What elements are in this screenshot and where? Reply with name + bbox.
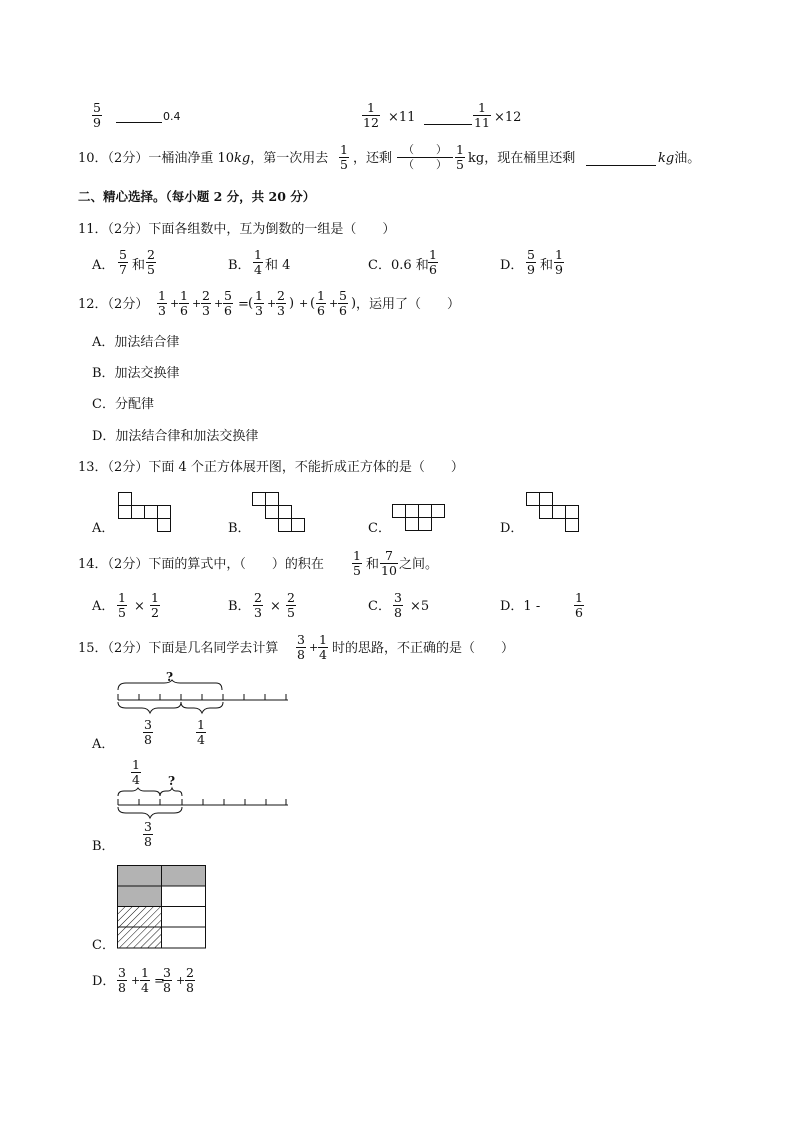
fraction bbox=[352, 549, 362, 578]
section-title: 二、精心选择。（每小题 2 分，共 20 分） bbox=[78, 189, 316, 204]
denominator: 9 bbox=[93, 115, 101, 130]
numerator: 1 bbox=[132, 757, 140, 772]
denominator: 5 bbox=[340, 157, 348, 172]
fraction bbox=[253, 591, 263, 620]
denominator: 10 bbox=[381, 563, 397, 578]
answer-blank[interactable] bbox=[116, 122, 162, 123]
denominator: 5 bbox=[147, 262, 155, 277]
q15-option-a-label[interactable]: A． bbox=[92, 737, 115, 752]
fraction bbox=[338, 289, 348, 318]
fraction bbox=[185, 966, 195, 995]
denominator: 12 bbox=[363, 115, 379, 130]
number-line-a bbox=[116, 680, 292, 716]
numerator: 1 bbox=[555, 247, 563, 262]
fraction bbox=[117, 966, 127, 995]
denominator: 7 bbox=[119, 262, 127, 277]
q15-stem-a: 15．（2分）下面是几名同学去计算 bbox=[78, 641, 279, 656]
equals-sign: = bbox=[238, 297, 249, 312]
numerator: 1 bbox=[118, 590, 126, 605]
q12-prefix: 12．（2分） bbox=[78, 297, 149, 312]
numerator: 1 bbox=[180, 288, 188, 303]
denominator: 5 bbox=[456, 157, 464, 172]
times-5: ×5 bbox=[410, 599, 430, 614]
denominator: 5 bbox=[287, 605, 295, 620]
denominator: 6 bbox=[180, 303, 188, 318]
number-line-b bbox=[116, 788, 292, 818]
denominator: 4 bbox=[254, 262, 262, 277]
denominator: 8 bbox=[118, 980, 126, 995]
fraction bbox=[140, 966, 150, 995]
answer-blank[interactable] bbox=[586, 165, 656, 166]
denominator: 6 bbox=[429, 262, 437, 277]
fraction bbox=[223, 289, 233, 318]
q13-stem: 13．（2分）下面 4 个正方体展开图，不能折成正方体的是（ ） bbox=[78, 460, 464, 475]
answer-blank[interactable] bbox=[424, 124, 472, 125]
fraction bbox=[253, 248, 263, 277]
paren-fraction[interactable] bbox=[397, 143, 453, 172]
fraction bbox=[393, 591, 403, 620]
plus-sign: + bbox=[170, 297, 180, 310]
q15-option-d-label[interactable]: D． bbox=[92, 974, 116, 989]
numerator: 3 bbox=[163, 965, 171, 980]
cube-net-c[interactable] bbox=[392, 504, 448, 534]
plus-sign: + bbox=[267, 297, 277, 310]
paren-close: ) bbox=[351, 296, 357, 311]
fraction bbox=[143, 718, 153, 747]
q10-text3: ，还剩 bbox=[353, 151, 393, 166]
denominator: 6 bbox=[339, 303, 347, 318]
q11-option-c-label[interactable]: C．0.6 和 bbox=[368, 258, 429, 273]
numerator: 5 bbox=[224, 288, 232, 303]
plus-sign: + bbox=[309, 641, 319, 654]
denominator: 8 bbox=[297, 647, 305, 662]
fraction bbox=[179, 289, 189, 318]
q12-option-a[interactable]: A．加法结合律 bbox=[92, 335, 180, 350]
times-11: ×11 bbox=[388, 110, 416, 125]
plus-sign: + bbox=[131, 974, 141, 987]
equals-sign: = bbox=[154, 974, 165, 989]
denominator: 4 bbox=[141, 980, 149, 995]
paren-open: ( bbox=[310, 296, 316, 311]
question-mark: ? bbox=[166, 670, 174, 684]
paren-close: ) bbox=[289, 296, 295, 311]
q14-option-a-label[interactable]: A． bbox=[92, 599, 115, 614]
fraction bbox=[117, 591, 127, 620]
q11-option-b-label[interactable]: B． bbox=[228, 258, 251, 273]
q12-option-c[interactable]: C．分配律 bbox=[92, 397, 154, 412]
and-text: 和 bbox=[366, 557, 380, 572]
fraction-grid bbox=[117, 865, 207, 949]
numerator: 5 bbox=[339, 288, 347, 303]
fraction bbox=[254, 289, 264, 318]
numerator: 3 bbox=[144, 819, 152, 834]
fraction bbox=[196, 718, 206, 747]
q11-option-d-label[interactable]: D． bbox=[500, 258, 524, 273]
q13-option-b-label[interactable]: B． bbox=[228, 521, 251, 536]
paren-numerator: （ ） bbox=[403, 143, 447, 156]
q11-stem: 11．（2分）下面各组数中，互为倒数的一组是（ ） bbox=[78, 222, 396, 237]
fraction bbox=[316, 289, 326, 318]
numerator: 1 bbox=[319, 632, 327, 647]
denominator: 8 bbox=[144, 732, 152, 747]
paren-denominator: （ ） bbox=[397, 157, 453, 172]
denominator: 8 bbox=[144, 834, 152, 849]
denominator: 6 bbox=[575, 605, 583, 620]
plus-sign: + bbox=[214, 297, 224, 310]
fraction bbox=[146, 248, 156, 277]
question-mark: ? bbox=[168, 774, 176, 788]
and-4-text: 和 4 bbox=[265, 258, 291, 273]
q10-text5: 油。 bbox=[674, 151, 701, 166]
denominator: 8 bbox=[186, 980, 194, 995]
numerator: 2 bbox=[254, 590, 262, 605]
denominator: 4 bbox=[197, 732, 205, 747]
fraction bbox=[162, 966, 172, 995]
q10-text2: ，第一次用去 bbox=[250, 151, 329, 166]
q12-option-d[interactable]: D．加法结合律和加法交换律 bbox=[92, 429, 259, 444]
denominator: 8 bbox=[163, 980, 171, 995]
times-12: ×12 bbox=[494, 110, 522, 125]
fraction bbox=[276, 289, 286, 318]
numerator: 2 bbox=[147, 247, 155, 262]
numerator: 5 bbox=[93, 100, 101, 115]
q14-option-d-label[interactable]: D．1 - bbox=[500, 599, 541, 614]
q10-text5-wrap bbox=[658, 151, 700, 167]
denominator: 8 bbox=[394, 605, 402, 620]
fraction-1-11 bbox=[473, 101, 491, 130]
q15-option-c-label[interactable]: C． bbox=[92, 938, 115, 953]
fraction bbox=[286, 591, 296, 620]
fraction-1-5 bbox=[339, 143, 349, 172]
q12-option-b[interactable]: B．加法交换律 bbox=[92, 366, 180, 381]
fraction bbox=[574, 591, 584, 620]
q13-option-a-label[interactable]: A． bbox=[92, 521, 115, 536]
numerator: 1 bbox=[317, 288, 325, 303]
numerator: 7 bbox=[384, 548, 393, 563]
numerator: 1 bbox=[575, 590, 583, 605]
fraction bbox=[201, 289, 211, 318]
denominator: 4 bbox=[132, 772, 140, 787]
denominator: 3 bbox=[202, 303, 210, 318]
q15-stem-b: 时的思路，不正确的是（ ） bbox=[332, 641, 515, 656]
q12-suffix: ，运用了（ ） bbox=[356, 297, 461, 312]
q10-text1: 10．（2分）一桶油净重 10 bbox=[78, 151, 234, 166]
numerator: 1 bbox=[340, 142, 348, 157]
denominator: 11 bbox=[474, 115, 490, 130]
plus-sign: + bbox=[192, 297, 202, 310]
numerator: 3 bbox=[118, 965, 126, 980]
denominator: 9 bbox=[555, 262, 563, 277]
q14-stem-b: 之间。 bbox=[399, 557, 439, 572]
and-text: 和 bbox=[132, 258, 146, 273]
q13-option-c-label[interactable]: C． bbox=[368, 521, 391, 536]
denominator: 5 bbox=[353, 563, 361, 578]
numerator: 1 bbox=[141, 965, 149, 980]
fraction-1-5-b bbox=[455, 143, 465, 172]
denominator: 4 bbox=[319, 647, 327, 662]
times-sign: × bbox=[270, 599, 281, 614]
unit-kg: kg bbox=[658, 151, 675, 166]
fraction bbox=[526, 248, 536, 277]
fraction bbox=[131, 758, 141, 787]
numerator: 1 bbox=[197, 717, 205, 732]
denominator: 3 bbox=[255, 303, 263, 318]
and-text: 和 bbox=[540, 258, 554, 273]
unit-kg: kg bbox=[234, 151, 251, 166]
q15-option-b-label[interactable]: B． bbox=[92, 839, 115, 854]
cube-net-b[interactable] bbox=[252, 492, 308, 532]
fraction bbox=[118, 248, 128, 277]
fraction bbox=[318, 633, 328, 662]
numerator: 2 bbox=[202, 288, 210, 303]
numerator: 3 bbox=[394, 590, 402, 605]
q10-text4: kg，现在桶里还剩 bbox=[468, 151, 576, 166]
numerator: 1 bbox=[158, 288, 166, 303]
denominator: 5 bbox=[118, 605, 126, 620]
numerator: 1 bbox=[477, 100, 486, 115]
denominator: 3 bbox=[158, 303, 166, 318]
fraction bbox=[296, 633, 306, 662]
plus-sign: + bbox=[299, 297, 309, 310]
denominator: 9 bbox=[527, 262, 535, 277]
fraction bbox=[380, 549, 398, 578]
denominator: 6 bbox=[224, 303, 232, 318]
fraction-1-12 bbox=[362, 101, 380, 130]
fraction bbox=[143, 820, 153, 849]
numerator: 5 bbox=[119, 247, 127, 262]
value-0-4: 0.4 bbox=[163, 110, 181, 123]
times-sign: × bbox=[134, 599, 145, 614]
numerator: 1 bbox=[429, 247, 437, 262]
numerator: 2 bbox=[186, 965, 194, 980]
numerator: 1 bbox=[151, 590, 159, 605]
fraction bbox=[157, 289, 167, 318]
fraction bbox=[150, 591, 160, 620]
paren-open: ( bbox=[248, 296, 254, 311]
fraction bbox=[428, 248, 438, 277]
numerator: 2 bbox=[287, 590, 295, 605]
q14-option-c-label[interactable]: C． bbox=[368, 599, 391, 614]
numerator: 3 bbox=[144, 717, 152, 732]
numerator: 3 bbox=[297, 632, 305, 647]
denominator: 2 bbox=[151, 605, 159, 620]
q13-option-d-label[interactable]: D． bbox=[500, 521, 524, 536]
numerator: 1 bbox=[255, 288, 263, 303]
cube-net-a[interactable] bbox=[118, 492, 174, 532]
q10-text-a bbox=[78, 151, 328, 167]
q11-option-a-label[interactable]: A． bbox=[92, 258, 115, 273]
q14-option-b-label[interactable]: B． bbox=[228, 599, 251, 614]
denominator: 3 bbox=[254, 605, 262, 620]
numerator: 5 bbox=[527, 247, 535, 262]
cube-net-d[interactable] bbox=[526, 492, 582, 532]
numerator: 1 bbox=[353, 548, 361, 563]
plus-sign: + bbox=[176, 974, 186, 987]
numerator: 1 bbox=[254, 247, 262, 262]
numerator: 1 bbox=[366, 100, 375, 115]
q14-stem-a: 14．（2分）下面的算式中，（ ）的积在 bbox=[78, 557, 324, 572]
denominator: 6 bbox=[317, 303, 325, 318]
fraction-5-9 bbox=[92, 101, 102, 130]
plus-sign: + bbox=[329, 297, 339, 310]
numerator: 2 bbox=[277, 288, 285, 303]
numerator: 1 bbox=[456, 142, 464, 157]
fraction bbox=[554, 248, 564, 277]
denominator: 3 bbox=[277, 303, 285, 318]
